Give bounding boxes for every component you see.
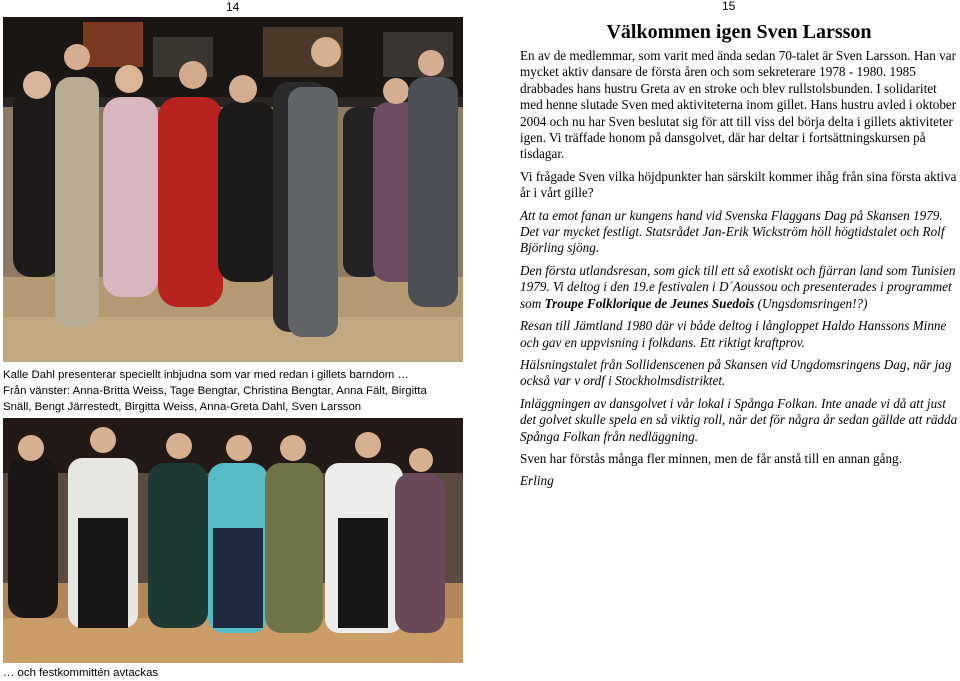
top-photo-caption-line1: Kalle Dahl presenterar speciellt inbjudna som var med redan i gillets barndom … <box>3 369 409 381</box>
left-page-number: 14 <box>226 0 240 14</box>
troupe-name: Troupe Folklorique de Jeunes Suedois <box>544 295 755 311</box>
answer-tunisia <box>520 263 958 312</box>
article-title: Välkommen igen Sven Larsson <box>606 21 872 43</box>
article-paragraph-question: Vi frågade Sven vilka höjdpunkter han särskilt kommer ihåg från sina första aktiva år i vårt gille? <box>520 168 957 201</box>
article-paragraph-intro: En av de medlemmar, som varit med ända sedan 70-talet är Sven Larsson. Han var mycket aktiv dansare de första åren och som sekreterare 1978 - 1980. 1985 drabbades hans hustru Greta av en stroke och blev rullstolsbunden. I solidaritet med henne slutade Sven med aktiviteterna inom gillet. Hans hustru avled i oktober 2004 och nu har Sven beslutat sig för att till viss del börja delta i gillets aktiviteter igen. Vi träffade honom på dansgolvet, där har deltar i fortsättningskursen på tisdagar. <box>520 48 957 162</box>
article-closing: Sven har förstås många fler minnen, men de får anstå till en annan gång. <box>520 450 902 466</box>
answer-jamtland: Resan till Jämtland 1980 där vi både deltog i långloppet Haldo Hanssons Minne och gav en uppvisning i folkdans. Ett riktigt kraftprov. <box>520 318 947 350</box>
bottom-photo <box>3 418 463 663</box>
top-photo <box>3 17 463 362</box>
answer-tunisia-text: Den första utlandsresan, som gick till ett så exotiskt och fjärran land som Tunisien 1979. Vi deltog i den 19.e festivalen i D´Aoussou och presenterades i programmet som <box>520 262 956 311</box>
top-photo-caption-line2: Från vänster: Anna-Britta Weiss, Tage Bengtar, Christina Bengtar, Anna Fält, Birgitta <box>3 385 427 397</box>
answer-tunisia-suffix: (Ungsdomsringen!?) <box>754 295 868 311</box>
article <box>520 20 958 496</box>
signature: Erling <box>520 473 554 489</box>
right-page-number: 15 <box>722 0 736 13</box>
top-photo-caption-line3: Snäll, Bengt Järrestedt, Birgitta Weiss, Anna-Greta Dahl, Sven Larsson <box>3 401 362 413</box>
answer-flag-day: Att ta emot fanan ur kungens hand vid Svenska Flaggans Dag på Skansen 1979. Det var mycket festligt. Statsrådet Jan-Erik Wickström höll högtidstalet och Rolf Björling sjöng. <box>520 207 945 256</box>
bottom-photo-caption: … och festkommittén avtackas <box>3 667 159 679</box>
answer-dance-floor: Inläggningen av dansgolvet i vår lokal i Spånga Folkan. Inte anade vi då att just det golvet skulle spela en så viktig roll, när det för några år sedan gällde att rädda Spånga Folkan från nedläggning. <box>520 395 958 444</box>
answer-skansen-speech: Hälsningstalet från Sollidenscenen på Skansen vid Ungdomsringens Dag, när jag också var v ordf i Stockholmsdistriktet. <box>520 356 952 389</box>
